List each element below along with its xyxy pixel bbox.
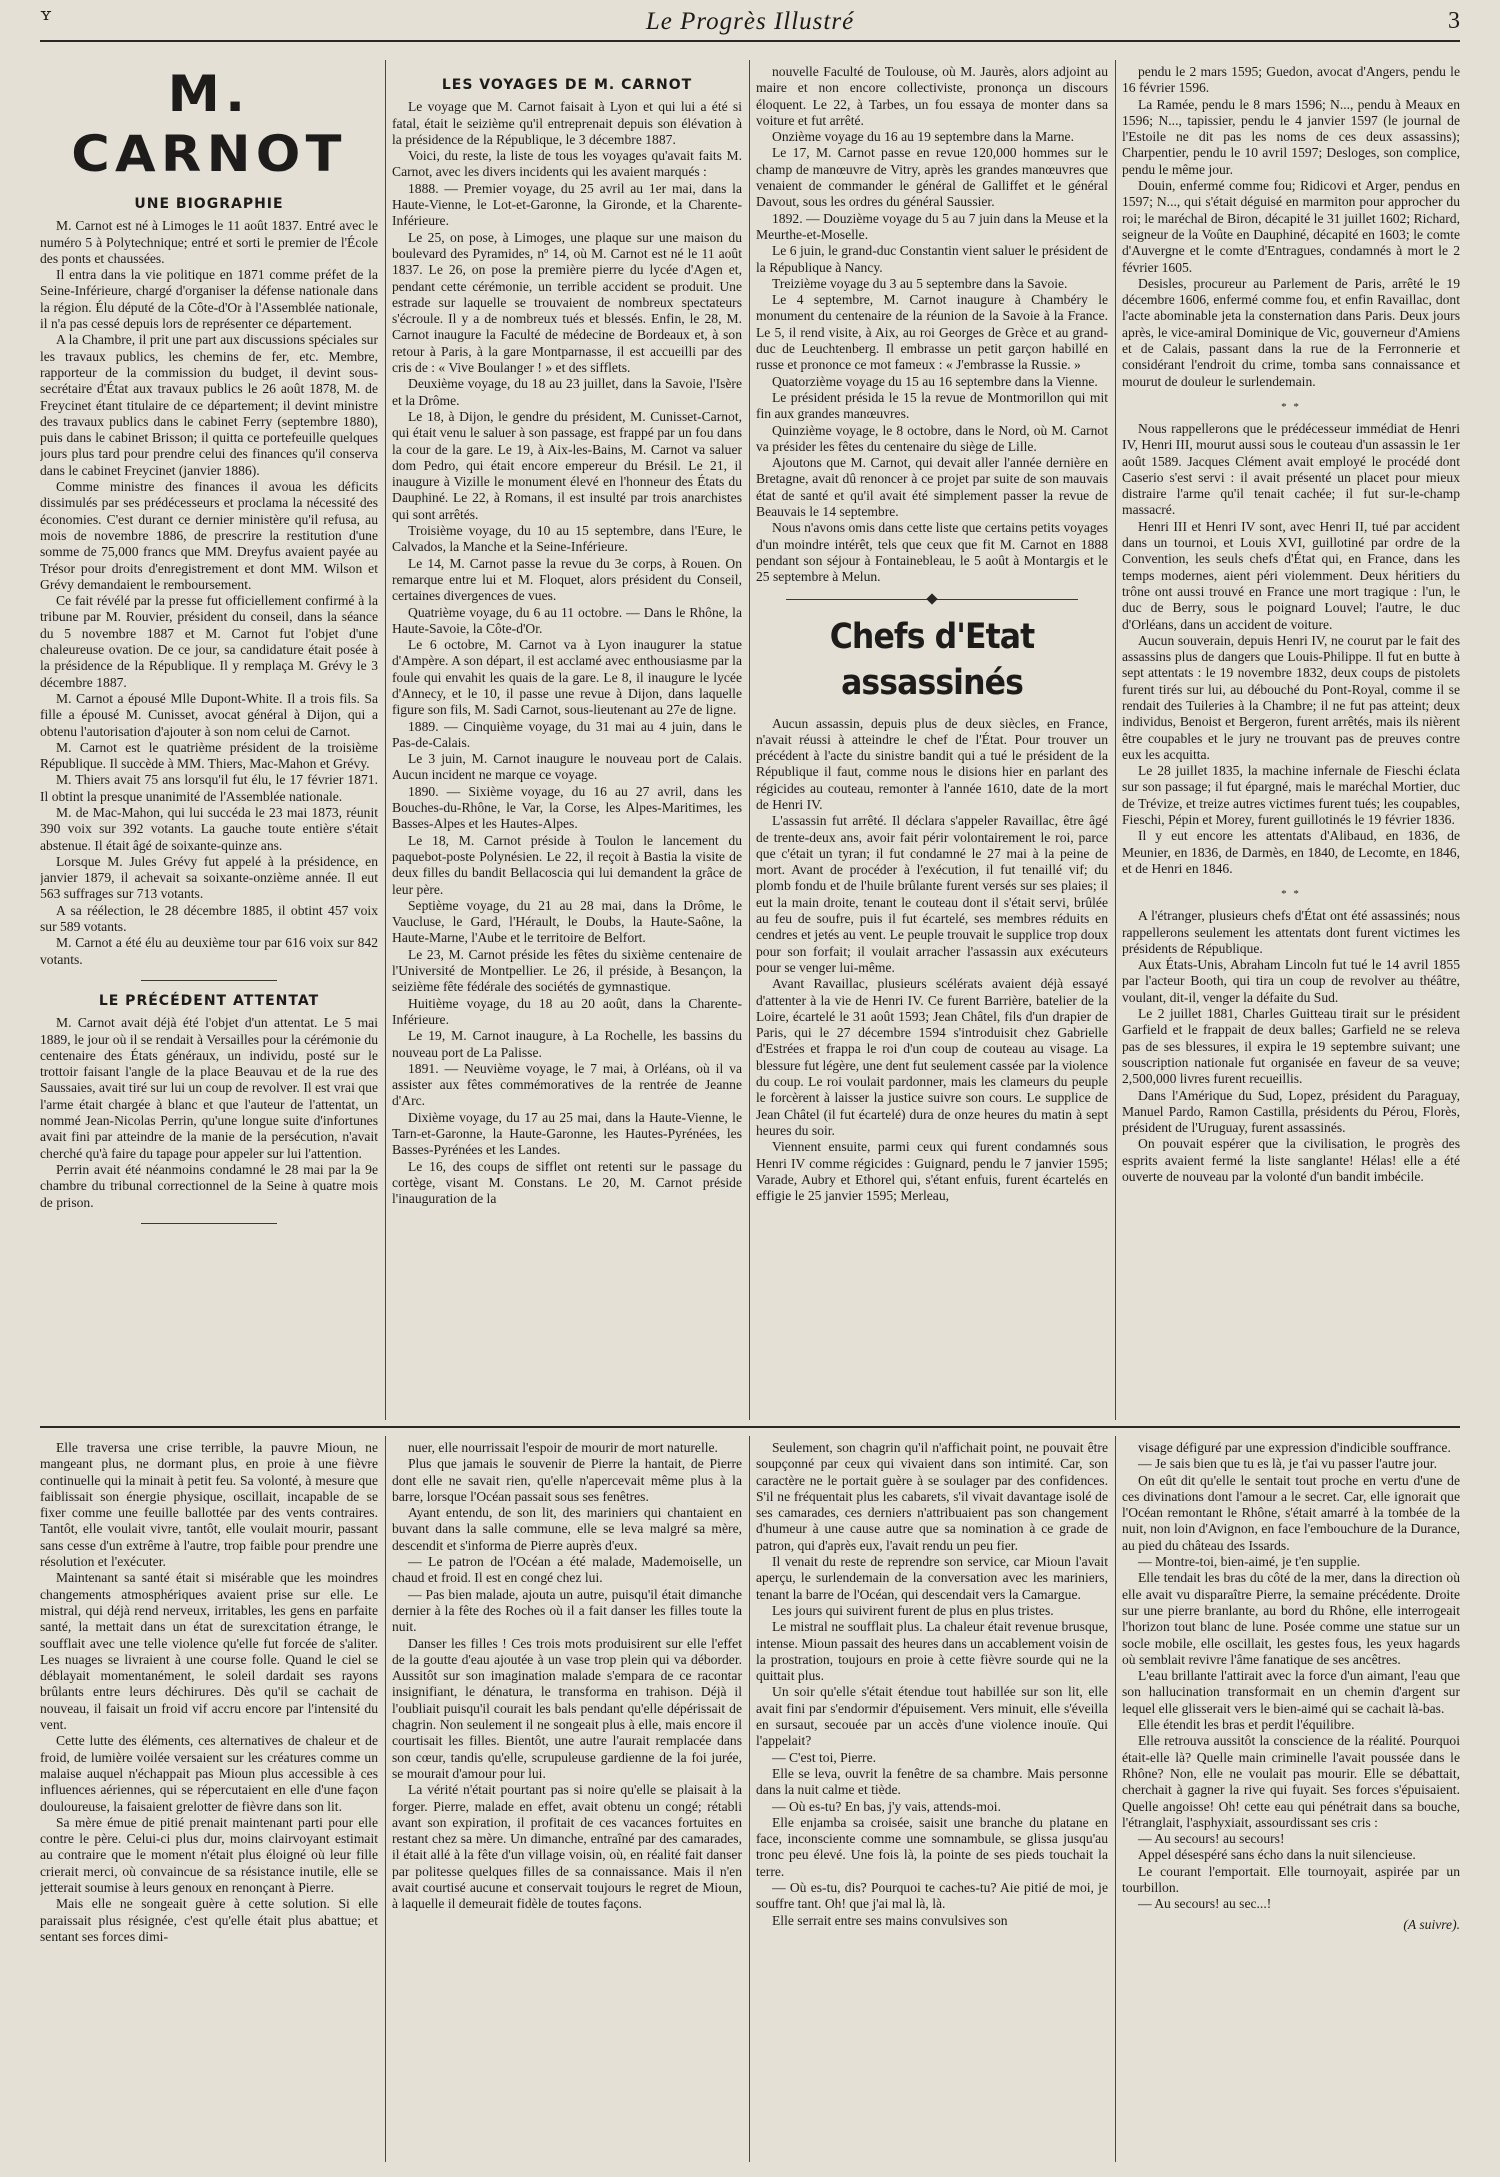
feuilleton-column-2 [392, 1440, 742, 2160]
paragraph: 1889. — Cinquième voyage, du 31 mai au 4 juin, dans le Pas-de-Calais. [392, 718, 742, 750]
paragraph: Aucun souverain, depuis Henri IV, ne courut par le fait des assassins plus de dangers que Louis-Philippe. Il fut en butte à sept attentats : le 19 novembre 1832, deux coups de pistolets furent tirés sur lui, au débouché du Pont-Royal, comme il se rendait des Tuileries à la Chambre; il ne fut pas atteint; deux individus, Benoist et Bergeron, furent arrêtés, mais ils nièrent être coupables et le jury ne trouvant pas de preuves contre eux les acquitta. [1122, 632, 1460, 762]
regicides-text [1122, 64, 1460, 390]
paragraph: Cette lutte des éléments, ces alternatives de chaleur et de froid, de lumière voilée versaient sur les créatures comme un malaise auquel n'échappait pas Mioun plus accessible à ces influences aériennes, qui se répercutaient en elle d'une façon douloureuse, la faisaient grelotter de fièvre dans son lit. [40, 1733, 378, 1814]
column-rule [749, 1436, 750, 2162]
paragraph: Le 19, M. Carnot inaugure, à La Rochelle, les bassins du nouveau port de La Palisse. [392, 1028, 742, 1060]
feuilleton-column-4 [1122, 1440, 1460, 2160]
column-regicides [1122, 64, 1460, 1420]
column-voyages-continued [756, 64, 1108, 1420]
regicides-text-2 [1122, 421, 1460, 877]
feuilleton-text-3 [756, 1440, 1108, 1929]
paragraph: 1888. — Premier voyage, du 25 avril au 1er mai, dans la Haute-Vienne, le Lot-et-Garonne, la Gironde, et la Charente-Inférieure. [392, 180, 742, 229]
paragraph: 1891. — Neuvième voyage, le 7 mai, à Orléans, où il va assister aux fêtes commémoratives de la rentrée de Jeanne d'Arc. [392, 1060, 742, 1109]
paragraph: La vérité n'était pourtant pas si noire qu'elle se plaisait à la forger. Pierre, malade en effet, avait obtenu un congé; rétabli avant son expiration, il profitait de ces vacances fortuites en restant chez sa mère. Un dimanche, entraîné par des camarades, il était allé à la fête d'un village voisin, où, en réalité fait danser par politesse quelques filles de sa connaissance. Mais il n'en avait courtisé aucune et conservait toujours le regret de Mioun, à laquelle il demeurait fidèle de toutes façons. [392, 1782, 742, 1912]
paragraph: nuer, elle nourrissait l'espoir de mourir de mort naturelle. [408, 1440, 718, 1455]
paragraph: Ajoutons que M. Carnot, qui devait aller l'année dernière en Bretagne, avait dû renoncer à ce projet par suite de son mauvais état de santé et qu'il avait été simplement passer la revue de Beauvais le 14 septembre. [756, 455, 1108, 520]
paragraph: — Pas bien malade, ajouta un autre, puisqu'il était dimanche dernier à la fête des Roches où il a fait danser les filles toute la nuit. [392, 1586, 742, 1635]
paragraph: Le mistral ne soufflait plus. La chaleur était revenue brusque, intense. Mioun passait des heures dans un accablement voisin de la prostration, toujours en proie à cette fièvre sourde qui ne la quittait plus. [756, 1619, 1108, 1684]
paragraph: Le 25, on pose, à Limoges, une plaque sur une maison du boulevard des Pyramides, nº 14, où M. Carnot est né le 11 août 1837. Le 26, on pose la première pierre du lycée d'Agen et, pendant cette cérémonie, un terrible accident se produit. Une estrade sur laquelle se trouvaient de nombreux spectateurs s'écroule. Il y a de nombreux tués et blessés. Enfin, le 28, M. Carnot inaugure la Faculté de médecine de Bordeaux et, à son retour à Paris, à la gare Montparnasse, il est accueilli par des cris de : « Vive Boulanger ! » et des sifflets. [392, 229, 742, 376]
paragraph: On pouvait espérer que la civilisation, le progrès des esprits avaient fermé la liste sanglante! Hélas! elle a été ouverte de nouveau par la volonté d'un bandit imbécile. [1122, 1136, 1460, 1184]
paragraph: — Au secours! au sec...! [1138, 1896, 1272, 1912]
paragraph: Il y eut encore les attentats d'Alibaud, en 1836, de Meunier, en 1836, de Darmès, en 1840, de Lecomte, en 1846, et de Henri en 1846. [1122, 828, 1460, 876]
paragraph: L'assassin fut arrêté. Il déclara s'appeler Ravaillac, être âgé de trente-deux ans, avoir fait périr volontairement le roi, parce que c'était un tyran; il fut condamné le 27 mai à la peine de mort. Avant de procéder à l'exécution, il fut tenaillé vif; du plomb fondu et de l'huile brûlante furent versés sur ses plaies; il eut la main droite, tenant le couteau dont il s'était servi, brûlée au feu de soufre, puis il fut écartelé, ses membres réduits en cendres et jetés au vent. Le peuple trouvait le supplice trop doux pour son forfait; il voulait arracher l'assassin aux exécuteurs pour se venger lui-même. [756, 813, 1108, 975]
paragraph: Nous n'avons omis dans cette liste que certains petits voyages d'un moindre intérêt, tels que ceux que fit M. Carnot en 1888 pendant son séjour à Fontainebleau, le 5 août à Montargis et le 25 septembre à Melun. [756, 520, 1108, 585]
paragraph: Le 2 juillet 1881, Charles Guitteau tirait sur le président Garfield et le frappait de deux balles; Garfield ne se releva pas de ses blessures, il expira le 19 septembre suivant; une souscription nationale fut organisée en faveur de sa veuve; 2,500,000 livres furent recueillis. [1122, 1006, 1460, 1087]
paragraph: Desisles, procureur au Parlement de Paris, arrêté le 19 décembre 1606, enfermé comme fou, et enfin Ravaillac, dont l'acte abominable jeta la consternation dans Paris. Deux jours après, le vice-amiral Dominique de Vic, gouverneur d'Amiens et de Calais, passant dans la rue de la Ferronnerie et considérant l'endroit du crime, tomba sans connaissance et mourut de douleur le surlendemain. [1122, 275, 1460, 389]
feuilleton-text-2 [392, 1440, 742, 1913]
column-rule [1115, 1436, 1116, 2162]
paragraph: Le 4 septembre, M. Carnot inaugure à Chambéry le monument du centenaire de la réunion de la Savoie à la France. Le 5, il rend visite, à Aix, au roi Georges de Grèce et au grand-duc de Leuchtenberg. Il embrasse un petit garçon habillé en russe et prononce ce mot fameux : « J'embrasse la Russie. » [756, 292, 1108, 373]
corner-mark: ʏ [40, 4, 52, 25]
paragraph: A l'étranger, plusieurs chefs d'État ont été assassinés; nous rappellerons seulement les attentats dont furent victimes les présidents de République. [1122, 908, 1460, 956]
paragraph: A sa réélection, le 28 décembre 1885, il obtint 457 voix sur 589 votants. [40, 902, 378, 935]
paragraph: Aux États-Unis, Abraham Lincoln fut tué le 14 avril 1855 par l'acteur Booth, qui tira un coup de revolver au théâtre, voulant, dit-il, venger la défaite du Sud. [1122, 957, 1460, 1005]
voyages-text [392, 99, 742, 1207]
paragraph: Le 17, M. Carnot passe en revue 120,000 hommes sur le champ de manœuvre de Vitry, après les grandes manœuvres que venaient de commander le général de Galliffet et le général Davout, sous les ordres du général Saussier. [756, 145, 1108, 210]
paragraph: Maintenant sa santé était si misérable que les moindres changements atmosphériques avaient prise sur elle. Le mistral, qui déjà rend nerveux, irritables, les gens en parfaite santé, la mettait dans un état de surexcitation étrange, le soufflait avec une telle violence qu'elle fut forcée de s'aliter. Les nuages se livraient à une course folle. Quand le ciel se déblayait momentanément, le soleil dardait ses rayons brûlants entre leurs déchirures. Dès qu'il se cachait de nouveau, il faisait un froid vif accru encore par l'intensité du vent. [40, 1570, 378, 1733]
feuilleton-text-1 [40, 1440, 378, 1945]
biography-text [40, 218, 378, 968]
paragraph: Elle tendait les bras du côté de la mer, dans la direction où elle avait vu disparaître Pierre, la semaine précédente. Droite sur une pierre branlante, au bord du Rhône, elle interrogeait l'horizon tout blanc de lune. Posée comme une statue sur un socle mobile, elle oscillait, les gestes fous, les yeux hagards où semblait revivre l'âme fanatique de ses ancêtres. [1122, 1570, 1460, 1667]
paragraph: nouvelle Faculté de Toulouse, où M. Jaurès, alors adjoint au maire et non encore collectiviste, prononça un discours éloquent. Le 22, à Tarbes, un fou essaya de monter dans sa voiture et fut arrêté. [756, 64, 1108, 128]
paragraph: — Où es-tu, dis? Pourquoi te caches-tu? Aie pitié de moi, je souffre tant. Oh! que j'ai mal là, là. [756, 1880, 1108, 1912]
paragraph: L'eau brillante l'attirait avec la force d'un aimant, l'eau que son hallucination transformait en un chemin d'argent sur lequel elle glisserait vers le bien-aimé qui se cachait là-bas. [1122, 1668, 1460, 1716]
feuilleton-rule [40, 1426, 1460, 1428]
paragraph: 1890. — Sixième voyage, du 16 au 27 avril, dans les Bouches-du-Rhône, le Var, la Corse, les Alpes-Maritimes, les Basses-Alpes et les Hautes-Alpes. [392, 783, 742, 832]
paragraph: Le courant l'emportait. Elle tournoyait, aspirée par un tourbillon. [1122, 1863, 1460, 1896]
paragraph: Le 18, à Dijon, le gendre du président, M. Cunisset-Carnot, qui était venu le saluer à son passage, est frappé par un fou dans la cour de la gare. Le 19, à Aix-les-Bains, M. Carnot va saluer dom Pedro, qui était encore empereur du Brésil. Le 21, il inaugure à Vizille le monument élevé en l'honneur des États du Dauphiné. Le 22, à Romans, il est insulté par trois anarchistes qui sont arrêtés. [392, 408, 742, 522]
paragraph: Quatrième voyage, du 6 au 11 octobre. — Dans le Rhône, la Haute-Savoie, la Côte-d'Or. [392, 604, 742, 636]
paragraph: Aucun assassin, depuis plus de deux siècles, en France, n'avait réussi à atteindre le chef de l'État. Pour trouver un précédent à l'acte du sinistre bandit qui a tué le président de la République il faut, comme nous le disions hier en parlant des régicides au couteau, remonter à l'année 1610, date de la mort de Henri IV. [756, 715, 1108, 812]
paragraph: Dixième voyage, du 17 au 25 mai, dans la Haute-Vienne, le Tarn-et-Garonne, la Haute-Garonne, les Hautes-Pyrénées, les Basses-Pyrénées et les Landes. [392, 1109, 742, 1158]
paragraph: Elle enjamba sa croisée, saisit une branche du platane en face, inconsciente comme une somnambule, se glissa jusqu'au tronc peu élevé. Une fois là, la pointe de ses pieds touchait la terre. [756, 1814, 1108, 1879]
paragraph: Quinzième voyage, le 8 octobre, dans le Nord, où M. Carnot va présider les fêtes du centenaire du siège de Lille. [756, 422, 1108, 454]
newspaper-title: Le Progrès Illustré [645, 8, 855, 35]
paragraph: Treizième voyage du 3 au 5 septembre dans la Savoie. [772, 275, 1068, 291]
paragraph: 1892. — Douzième voyage du 5 au 7 juin dans la Meuse et la Meurthe-et-Moselle. [756, 210, 1108, 242]
paragraph: — Je sais bien que tu es là, je t'ai vu passer l'autre jour. [1138, 1456, 1437, 1472]
paragraph: Le 16, des coups de sifflet ont retenti sur le passage du cortège, visant M. Constans. Le 20, M. Carnot préside l'inauguration de la [392, 1158, 742, 1207]
paragraph: — C'est toi, Pierre. [772, 1749, 877, 1765]
paragraph: Huitième voyage, du 18 au 20 août, dans la Charente-Inférieure. [392, 995, 742, 1027]
paragraph: Douin, enfermé comme fou; Ridicovi et Arger, pendus en 1597; N..., qui s'était déguisé en marmiton pour approcher du roi; le maréchal de Biron, décapité le 31 juillet 1602; Richard, seigneur de la Voûte en Dauphiné, décapité en 1603; le comte d'Auvergne et le comte d'Entragues, condamnés à mort le 2 février 1605. [1122, 178, 1460, 275]
paragraph: Voici, du reste, la liste de tous les voyages qu'avait faits M. Carnot, avec les divers incidents qui les avaient marqués : [392, 148, 742, 180]
page-number: 3 [1448, 8, 1460, 34]
paragraph: Sa mère émue de pitié prenait maintenant parti pour elle contre le père. Celui-ci plus dur, moins clairvoyant estimait au contraire que le moment n'était plus éloigné où leur fille crierait merci, où convaincue de sa résistance inutile, elle se jetterait soumise à leurs genoux en renonçant à Pierre. [40, 1814, 378, 1896]
paragraph: Le président présida le 15 la revue de Montmorillon qui mit fin aux grandes manœuvres. [756, 389, 1108, 422]
paragraph: Le voyage que M. Carnot faisait à Lyon et qui lui a été si fatal, était le seizième qu'il entreprenait depuis son élévation à la présidence de la République, le 3 décembre 1887. [392, 99, 742, 147]
paragraph: Le 14, M. Carnot passe la revue du 3e corps, à Rouen. On remarque entre lui et M. Floquet, alors président du Conseil, certaines divergences de vues. [392, 555, 742, 604]
paragraph: Le 3 juin, M. Carnot inaugure le nouveau port de Calais. Aucun incident ne marque ce voyage. [392, 751, 742, 783]
paragraph: Septième voyage, du 21 au 28 mai, dans la Drôme, le Vaucluse, le Gard, l'Hérault, le Doubs, la Haute-Saône, la Haute-Marne, l'Aube et le territoire de Belfort. [392, 897, 742, 946]
paragraph: M. de Mac-Mahon, qui lui succéda le 23 mai 1873, réunit 390 voix sur 392 votants. La gauche toute entière s'était abstenue. Il était âgé de soixante-quinze ans. [40, 804, 378, 853]
column-rule [749, 60, 750, 1420]
column-rule [1115, 60, 1116, 1420]
paragraph: Nous rappellerons que le prédécesseur immédiat de Henri IV, Henri III, mourut aussi sous le couteau d'un assassin le 1er août 1589. Jacques Clément avait employé le procédé dont Caserio s'est servi : il avait présenté un placet pour mieux distraire l'arme qu'il tenait cachée; il fut sur-le-champ massacré. [1122, 420, 1460, 518]
section-divider [141, 1223, 276, 1224]
paragraph: La Ramée, pendu le 8 mars 1596; N..., pendu à Meaux en 1596; N..., tapissier, pendu le 4 janvier 1597 (le journal de l'Estoile ne dit pas les noms de ces deux assassins); Charpentier, pendu le 10 avril 1597; Desloges, son complice, pendu le même jour. [1122, 96, 1460, 177]
feuilleton-column-3 [756, 1440, 1108, 2160]
paragraph: Danser les filles ! Ces trois mots produisirent sur elle l'effet de la goutte d'eau ajoutée à un vase trop plein qui va déborder. Aussitôt sur son imagination malade s'empara de ce racontar insignifiant, le dénatura, le transforma en trahison. Déjà il l'oubliait puisqu'il courait les bals pendant qu'elle dépérissait de chagrin. Non seulement il ne songeait plus à elle, mais encore il courtisait les filles. Bientôt, une autre l'aurait remplacée dans son cœur, tandis qu'elle, scrupuleuse gardienne de la foi jurée, se mourait d'amour pour lui. [392, 1635, 742, 1781]
paragraph: Ce fait révélé par la presse fut officiellement confirmé à la tribune par M. Rouvier, président du conseil, dans la séance du 5 novembre 1887 et M. Carnot fut l'objet d'une chaleureuse ovation. De ce jour, sa candidature était posée à la présidence de la République. Il y remplaça M. Grévy le 3 décembre 1887. [40, 593, 378, 690]
paragraph: M. Carnot est né à Limoges le 11 août 1837. Entré avec le numéro 5 à Polytechnique; entré et sorti le premier de l'École des ponts et chaussées. [40, 218, 378, 266]
paragraph: Elle serrait entre ses mains convulsives son [772, 1912, 1008, 1928]
asterism: * * [1281, 400, 1301, 413]
paragraph: Plus que jamais le souvenir de Pierre la hantait, de Pierre dont elle ne savait rien, qu'elle n'apercevait même plus à la barre, lorsque l'Océan passait sous ses fenêtres. [392, 1456, 742, 1504]
paragraph: Perrin avait été néanmoins condamné le 28 mai par la 9e chambre du tribunal correctionnel de la Seine à quatre mois de prison. [40, 1161, 378, 1210]
column-carnot-biography [40, 60, 378, 1410]
paragraph: Dans l'Amérique du Sud, Lopez, président du Paraguay, Manuel Pardo, Ramon Castilla, présidents du Pérou, Florès, président de l'Uruguay, furent assassinés. [1122, 1087, 1460, 1136]
paragraph: pendu le 2 mars 1595; Guedon, avocat d'Angers, pendu le 16 février 1596. [1122, 64, 1460, 96]
paragraph: visage défiguré par une expression d'indicible souffrance. [1138, 1440, 1451, 1455]
paragraph: M. Carnot est le quatrième président de la troisième République. Il succède à MM. Thiers, Mac-Mahon et Grévy. [40, 739, 378, 772]
paragraph: — Le patron de l'Océan a été malade, Mademoiselle, un chaud et froid. Il est en congé chez lui. [392, 1554, 742, 1586]
headline-carnot: M. CARNOT [71, 65, 347, 183]
paragraph: — Où es-tu? En bas, j'y vais, attends-moi. [772, 1798, 1001, 1814]
paragraph: M. Carnot avait déjà été l'objet d'un attentat. Le 5 mai 1889, le jour où il se rendait à Versailles pour la cérémonie du centenaire des États généraux, un individu, posté sur le trottoir faisant l'angle de la place Beauvau et de la rue des Saussaies, avait tiré sur lui un coup de revolver. Il est vrai que l'arme était chargée à blanc et que l'auteur de l'attentat, un nommé Jean-Nicolas Perrin, qu'une longue suite d'infortunes avait fini par atteindre de la manie de la persécution, n'avait cherché qu'à faire du tapage pour appeler sur lui l'attention. [40, 1015, 378, 1161]
paragraph: Les jours qui suivirent furent de plus en plus tristes. [772, 1602, 1054, 1618]
paragraph: Le 6 octobre, M. Carnot va à Lyon inaugurer la statue d'Ampère. A son départ, il est acclamé avec enthousiasme par la foule qui envahit les quais de la gare. Le 8, il inaugure le lycée d'Annecy, et le 10, il passe une revue à Dijon, dans laquelle figure son fils, M. Sadi Carnot, sous-lieutenant au 27e de ligne. [392, 637, 742, 718]
section-title-voyages: LES VOYAGES DE M. CARNOT [441, 77, 693, 93]
paragraph: — Au secours! au secours! [1138, 1831, 1285, 1847]
paragraph: M. Thiers avait 75 ans lorsqu'il fut élu, le 17 février 1871. Il obtint la presque unanimité de l'Assemblée nationale. [40, 772, 378, 804]
paragraph: Seulement, son chagrin qu'il n'affichait point, ne pouvait être soupçonné par ceux qui vivaient dans son intimité. Car, son caractère ne le portait guère à se soulager par des confidences. S'il ne fréquentait plus les cabarets, s'il vivait davantage isolé de ses camarades, ces derniers n'attribuaient pas son changement d'humeur à une cause autre que sa nomination à ce grade de patron, qui d'après eux, l'avait rendu un peu fier. [756, 1440, 1108, 1553]
paragraph: On eût dit qu'elle le sentait tout proche en vertu d'une de ces divinations dont l'amour a le secret. Car, elle ignorait que l'Océan remontant le Rhône, s'était amarré à la tombée de la nuit, non loin d'Avignon, en face l'embouchure de la Durance, au pied du château des Issards. [1122, 1472, 1460, 1553]
column-rule [385, 60, 386, 1420]
paragraph: Un soir qu'elle s'était étendue tout habillée sur son lit, elle avait fini par s'endormir d'épuisement. Vers minuit, elle s'éveilla en sursaut, secouée par un accès d'une violence inouïe. Qui l'appelait? [756, 1684, 1108, 1749]
paragraph: Il entra dans la vie politique en 1871 comme préfet de la Seine-Inférieure, chargé d'organiser la défense nationale dans la région. Élu député de la Côte-d'Or à l'Assemblée nationale, il n'a pas cessé depuis lors de représenter ce département. [40, 267, 378, 332]
paragraph: M. Carnot a été élu au deuxième tour par 616 voix sur 842 votants. [40, 935, 378, 967]
column-voyages [392, 75, 742, 1420]
regicides-text-3 [1122, 908, 1460, 1185]
a-suivre: (A suivre). [1403, 1916, 1460, 1932]
paragraph: Mais elle ne songeait guère à cette solution. Si elle paraissait plus résignée, c'est qu'elle était plus abattue; et sentant ses forces dimi- [40, 1896, 378, 1944]
paragraph: Ayant entendu, de son lit, des mariniers qui chantaient en buvant dans la salle commune, elle se leva malgré sa mère, descendit et s'informa de Pierre auprès d'eux. [392, 1505, 742, 1553]
paragraph: Henri III et Henri IV sont, avec Henri II, tué par accident dans un tournoi, et Louis XVI, guillotiné par ordre de la Convention, les seuls chefs d'État qui, en France, dans les temps modernes, aient péri violemment. Deux héritiers du trône ont aussi trouvé en France une mort tragique : l'un, le duc de Berry, sous le poignard Louvel; l'autre, le duc d'Orléans, dans un accident de voiture. [1122, 518, 1460, 632]
paragraph: Onzième voyage du 16 au 19 septembre dans la Marne. [772, 129, 1074, 145]
section-title-attentat: LE PRÉCÉDENT ATTENTAT [98, 992, 320, 1009]
feuilleton-text-4 [1122, 1440, 1460, 1913]
chefs-etat-text [756, 716, 1108, 1205]
attentat-text [40, 1015, 378, 1211]
asterism: * * [1281, 888, 1301, 901]
paragraph: Lorsque M. Jules Grévy fut appelé à la présidence, en janvier 1879, il achevait sa soixante-onzième année. Il eut 563 suffrages sur 713 votants. [40, 853, 378, 902]
paragraph: Avant Ravaillac, plusieurs scélérats avaient déjà essayé d'attenter à la vie de Henri IV. Ce furent Barrière, batelier de la Loire, écartelé le 31 août 1593; Jean Châtel, fils d'un drapier de Paris, qui le 27 décembre 1594 s'introduisit chez Gabrielle d'Estrées et frappa le roi d'un coup de couteau au visage. La blessure fut légère, une dent fut seulement cassée par la violence du coup. Le roi voulait pardonner, mais les clameurs du peuple le forcèrent à laisser la justice suivre son cours. Le supplice de Jean Châtel (il fut écartelé) dura de onze heures du matin à sept heures du soir. [756, 976, 1108, 1138]
section-title-biography: UNE BIOGRAPHIE [134, 196, 284, 212]
running-head [40, 6, 1460, 42]
paragraph: Quatorzième voyage du 15 au 16 septembre dans la Vienne. [772, 373, 1098, 389]
paragraph: Elle retrouva aussitôt la conscience de la réalité. Pourquoi était-elle là? Quelle main criminelle l'avait poussée dans le Rhône? Non, elle ne voulait pas mourir. Elle se débattait, cherchait à gagner la rive qui fuyait. Ses forces s'épuisaient. Quelle angoisse! Oh! cette eau qui pénétrait dans sa bouche, l'étranglait, l'asphyxiait, assourdissant ses cris : [1122, 1733, 1460, 1830]
paragraph: Le 28 juillet 1835, la machine infernale de Fieschi éclata sur son passage; il fut épargné, mais le maréchal Mortier, duc de Trévize, et treize autres victimes furent tués; les coupables, Fieschi, Pépin et Morey, furent guillotinés le 19 février 1836. [1122, 763, 1460, 828]
paragraph: Le 6 juin, le grand-duc Constantin vient saluer le président de la République à Nancy. [756, 243, 1108, 275]
paragraph: M. Carnot a épousé Mlle Dupont-White. Il a trois fils. Sa fille a épousé M. Cunisset, avocat général à Dijon, qui a obtenu l'autorisation d'ajouter à son nom celui de Carnot. [40, 690, 378, 739]
paragraph: — Montre-toi, bien-aimé, je t'en supplie. [1138, 1554, 1361, 1570]
paragraph: Comme ministre des finances il avoua les déficits dissimulés par ses prédécesseurs et proclama la nécessité des économies. C'est durant ce dernier ministère qu'il refusa, au mois de novembre 1886, de prescrire la restitution d'une somme de 75,000 francs que MM. Dreyfus avaient payée au Trésor pour droits d'enregistrement et dont MM. Wilson et Grévy demandaient le remboursement. [40, 479, 378, 592]
paragraph: Le 18, M. Carnot préside à Toulon le lancement du paquebot-poste Polynésien. Le 22, il reçoit à Bastia la visite de deux filles du bandit Bellacoscia qui lui demandent la grâce de leur père. [392, 832, 742, 897]
paragraph: Troisième voyage, du 10 au 15 septembre, dans l'Eure, le Calvados, la Manche et la Seine-Inférieure. [392, 523, 742, 555]
paragraph: Elle étendit les bras et perdit l'équilibre. [1138, 1717, 1355, 1733]
paragraph: Appel désespéré sans écho dans la nuit silencieuse. [1138, 1847, 1416, 1863]
paragraph: Le 23, M. Carnot préside les fêtes du sixième centenaire de l'Université de Montpellier. Le 26, il préside, à Besançon, la seizième fête fédérale des sociétés de gymnastique. [392, 946, 742, 995]
feuilleton-column-1 [40, 1440, 378, 2160]
paragraph: Elle se leva, ouvrit la fenêtre de sa chambre. Mais personne dans la nuit calme et tiède. [756, 1765, 1108, 1798]
paragraph: Deuxième voyage, du 18 au 23 juillet, dans la Savoie, l'Isère et la Drôme. [392, 376, 742, 408]
paragraph: Viennent ensuite, parmi ceux qui furent condamnés sous Henri IV comme régicides : Guignard, pendu le 7 janvier 1595; Varade, Aubry et Ethorel qui, s'étant enfuis, furent écartelés en effigie le 25 janvier 1595; Merleau, [756, 1139, 1108, 1204]
voyages-continued-text [756, 64, 1108, 586]
headline-chefs-etat: Chefs d'Etat assassinés [829, 616, 1035, 703]
paragraph: Elle traversa une crise terrible, la pauvre Mioun, ne mangeant plus, ne dormant plus, en proie à une fièvre continuelle qui la minait à petit feu. Sa volonté, à mesure que faiblissait son énergie physique, oscillait, incapable de se fixer comme une feuille ballottée par des vents contraires. Tantôt, elle voulait vivre, tantôt, elle voulait mourir, passant sans cesse d'un extrême à l'autre, trop faible pour prendre une résolution et l'exécuter. [40, 1440, 378, 1570]
ornamental-separator [756, 592, 1108, 606]
section-divider [141, 980, 276, 981]
column-rule [385, 1436, 386, 2162]
paragraph: A la Chambre, il prit une part aux discussions spéciales sur les travaux publics, les chemins de fer, etc. Membre, rapporteur de la commission du budget, il devint sous-secrétaire d'État aux travaux publics le 26 août 1878, M. de Freycinet étant titulaire de ce département; il devint ministre des travaux publics dans le cabinet Ferry (septembre 1880), puis dans le cabinet Brisson; il quitta ce portefeuille quelques jours plus tard pour prendre celui des finances qu'il conserva dans le cabinet Freycinet (janvier 1886). [40, 332, 378, 478]
paragraph: Il venait du reste de reprendre son service, car Mioun l'avait aperçu, le surlendemain de la conversation avec les mariniers, tenant la barre de l'Océan, qui descendait vers la Camargue. [756, 1554, 1108, 1602]
